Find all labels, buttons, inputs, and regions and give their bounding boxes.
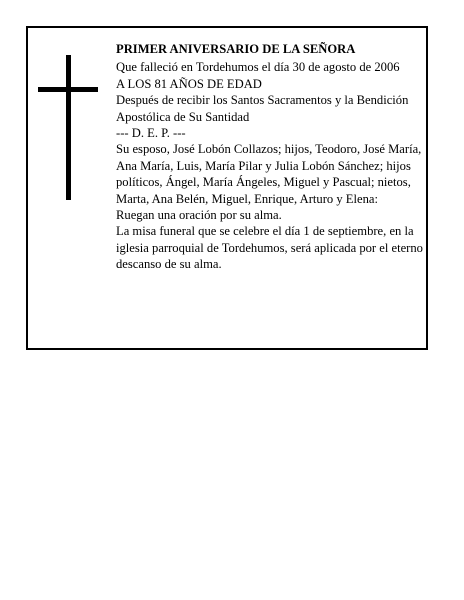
mass-line: La misa funeral que se celebre el día 1 de septiembre, en la iglesia parroquial de Tordehumos, será aplicada por el eterno descanso de su alma. — [116, 224, 423, 272]
rip-line: --- D. E. P. --- — [116, 126, 186, 141]
cross-vertical-bar — [66, 55, 71, 200]
notice-text-block — [116, 41, 428, 273]
death-line: Que falleció en Tordehumos el día 30 de agosto de 2006 — [116, 60, 400, 75]
sacraments-line: Después de recibir los Santos Sacramentos y la Bendición Apostólica de Su Santidad — [116, 93, 409, 124]
notice-title: PRIMER ANIVERSARIO DE LA SEÑORA — [116, 42, 356, 56]
obituary-notice — [26, 26, 428, 350]
prayer-line: Ruegan una oración por su alma. — [116, 208, 282, 223]
family-line: Su esposo, José Lobón Collazos; hijos, Teodoro, José María, Ana María, Luis, María Pilar y Julia Lobón Sánchez; hijos políticos, Ángel, María Ángeles, Miguel y Pascual; nietos, Marta, Ana Belén, Miguel, Enrique, Arturo y Elena: — [116, 142, 422, 206]
age-line: A LOS 81 AÑOS DE EDAD — [116, 76, 262, 91]
cross-icon — [38, 55, 98, 200]
cross-horizontal-bar — [38, 87, 98, 92]
